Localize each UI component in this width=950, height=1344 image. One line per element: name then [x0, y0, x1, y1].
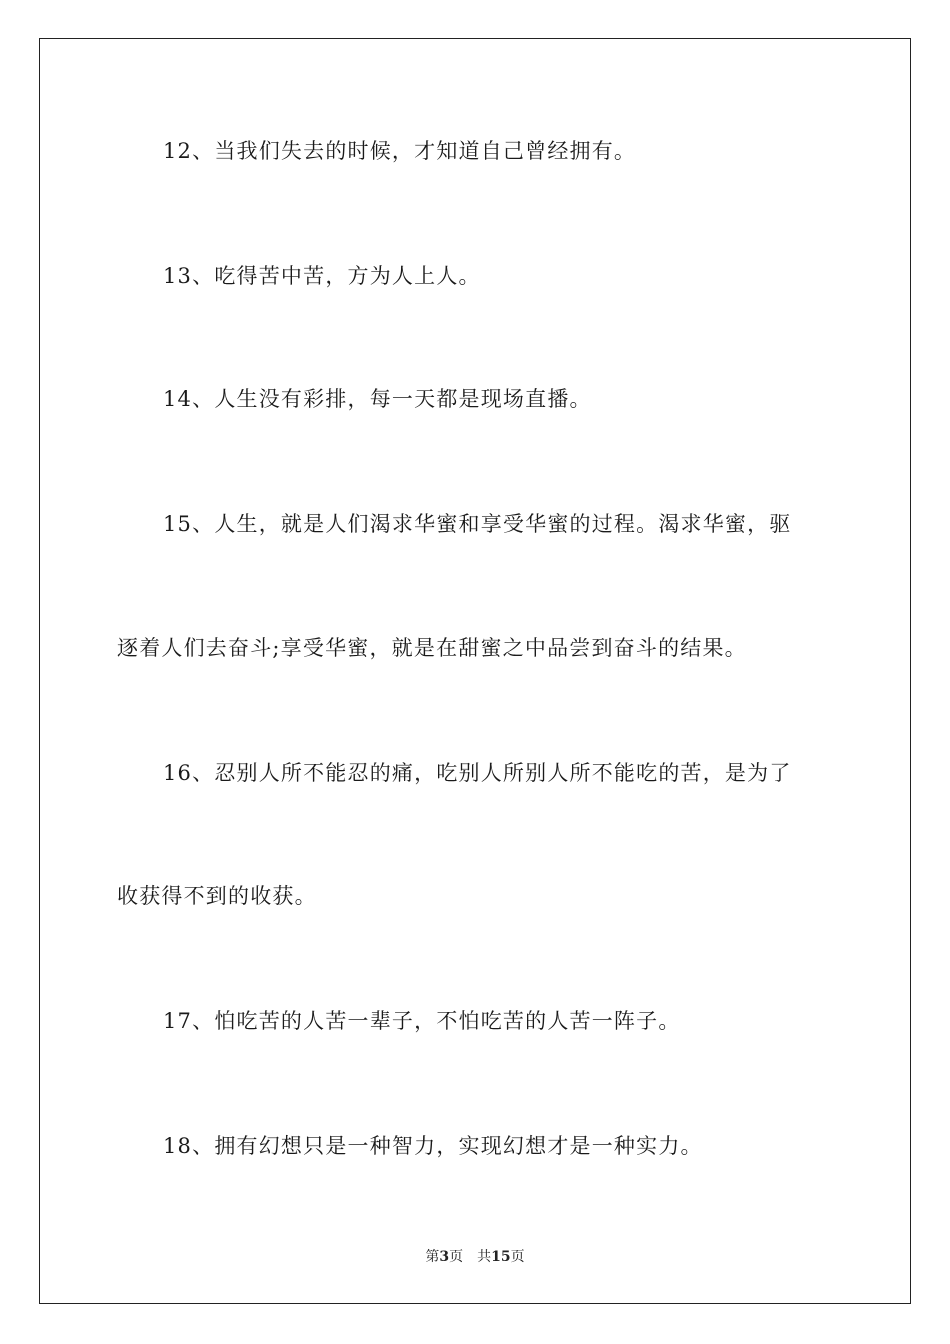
quote-line-15-part2: 逐着人们去奋斗;享受华蜜，就是在甜蜜之中品尝到奋斗的结果。: [117, 636, 747, 660]
total-pages: 15: [491, 1249, 511, 1265]
total-suffix: 页: [510, 1249, 525, 1265]
quote-line-12: 12、当我们失去的时候，才知道自己曾经拥有。: [163, 139, 637, 163]
quote-line-16-part2: 收获得不到的收获。: [117, 884, 317, 908]
page-footer: [0, 1248, 950, 1266]
page-prefix: 第: [425, 1249, 440, 1265]
quote-line-13: 13、吃得苦中苦，方为人上人。: [163, 264, 481, 288]
page-border: [39, 38, 911, 1304]
page-suffix: 页: [449, 1249, 464, 1265]
quote-line-17: 17、怕吃苦的人苦一辈子，不怕吃苦的人苦一阵子。: [163, 1009, 681, 1033]
quote-line-14: 14、人生没有彩排，每一天都是现场直播。: [163, 387, 592, 411]
page-number: 3: [439, 1249, 450, 1265]
total-prefix: 共: [477, 1249, 492, 1265]
quote-line-18: 18、拥有幻想只是一种智力，实现幻想才是一种实力。: [163, 1134, 703, 1158]
quote-line-15-part1: 15、人生，就是人们渴求华蜜和享受华蜜的过程。渴求华蜜，驱: [163, 512, 792, 536]
quote-line-16-part1: 16、忍别人所不能忍的痛，吃别人所别人所不能吃的苦，是为了: [163, 761, 792, 785]
